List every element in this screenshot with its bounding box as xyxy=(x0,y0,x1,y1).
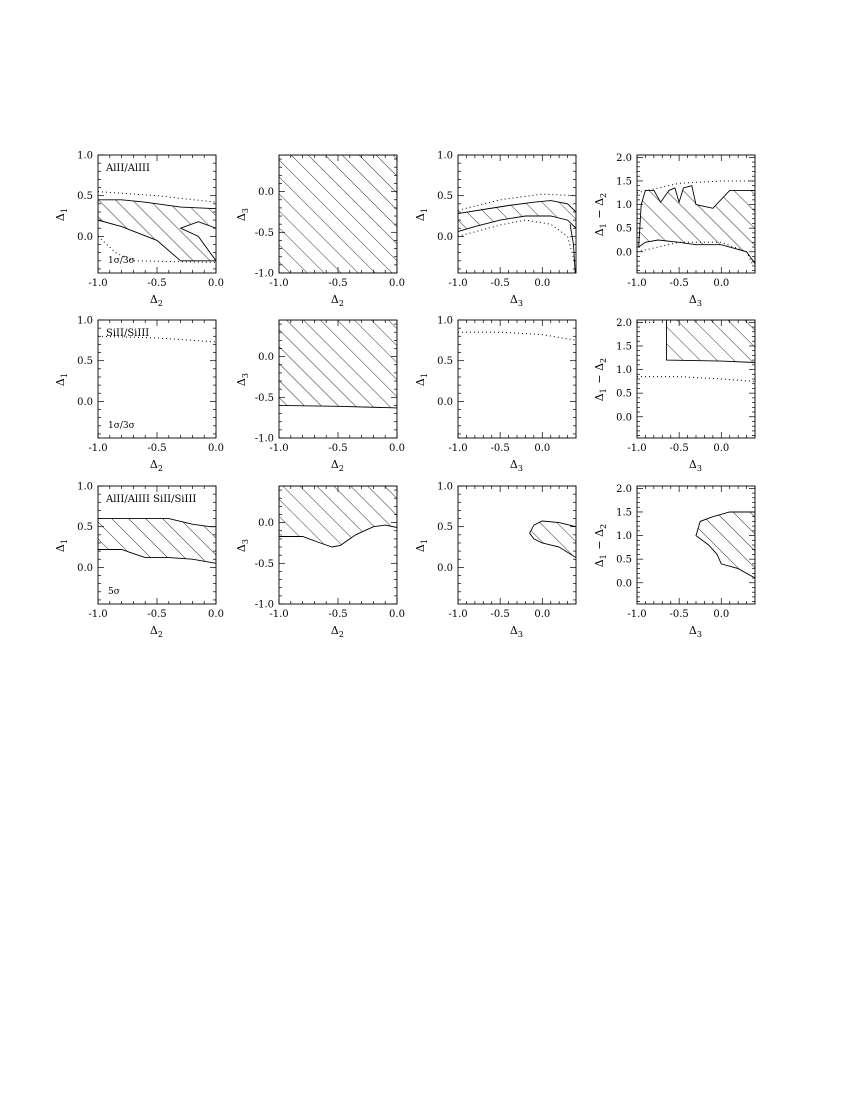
y-axis-label: $\Delta_1$ xyxy=(414,373,429,387)
x-axis-label: $\Delta_3$ xyxy=(688,624,702,639)
x-tick-label: -1.0 xyxy=(269,609,289,620)
y-tick-label: -1.0 xyxy=(254,268,274,280)
y-axis-label: $\Delta_1$ xyxy=(414,208,429,222)
hatched-region-1σ xyxy=(98,200,216,261)
y-axis-label: $\Delta_1$ − $\Delta_2$ xyxy=(593,192,608,237)
panel-annotation: SiII/SiIII xyxy=(106,328,150,339)
panel-2-3 xyxy=(414,316,576,474)
panel-1-4 xyxy=(593,153,755,308)
y-tick-label: 0.5 xyxy=(437,522,453,534)
panel-annotation: 1σ/3σ xyxy=(108,421,135,431)
panel-3-3 xyxy=(414,482,576,640)
y-tick-label: 0.5 xyxy=(616,554,632,566)
panel-annotation: 1σ/3σ xyxy=(108,256,135,266)
y-tick-label: 2.0 xyxy=(616,483,632,495)
plot-area xyxy=(279,486,397,547)
x-tick-label: -1.0 xyxy=(448,443,468,454)
y-tick-label: 1.0 xyxy=(437,315,453,327)
x-axis-label: $\Delta_2$ xyxy=(330,293,344,308)
x-tick-label: 0.0 xyxy=(713,609,730,620)
x-tick-label: -0.5 xyxy=(147,278,167,289)
x-axis-label: $\Delta_3$ xyxy=(509,293,523,308)
y-axis-label: $\Delta_1$ xyxy=(54,208,69,222)
y-tick-label: 1.0 xyxy=(616,365,632,377)
x-axis-label: $\Delta_2$ xyxy=(330,624,344,639)
x-tick-label: -1.0 xyxy=(627,609,647,620)
x-tick-label: 0.0 xyxy=(389,609,405,620)
y-tick-label: -0.5 xyxy=(254,392,274,404)
y-tick-label: 1.5 xyxy=(616,507,632,519)
x-tick-label: 0.0 xyxy=(713,443,730,454)
y-tick-label: 1.0 xyxy=(77,481,93,493)
plot-area xyxy=(279,155,397,273)
x-tick-label: -0.5 xyxy=(328,278,348,289)
panel-3-2 xyxy=(235,486,405,639)
x-tick-label: -1.0 xyxy=(627,443,647,454)
y-tick-label: -0.5 xyxy=(254,227,274,239)
x-tick-label: -0.5 xyxy=(328,609,348,620)
plot-area xyxy=(696,512,755,578)
x-tick-label: -1.0 xyxy=(88,278,108,289)
plot-area xyxy=(458,194,576,273)
hatched-region-1σ xyxy=(279,155,397,273)
x-tick-label: -1.0 xyxy=(88,609,108,620)
y-tick-label: 0.0 xyxy=(437,396,453,408)
y-tick-label: 1.5 xyxy=(616,176,632,188)
x-tick-label: -0.5 xyxy=(490,443,510,454)
y-tick-label: 1.0 xyxy=(437,150,453,162)
contour-3σ xyxy=(458,332,576,340)
y-tick-label: 1.0 xyxy=(437,481,453,493)
y-tick-label: -1.0 xyxy=(254,599,274,611)
hatched-region-1σ xyxy=(639,186,755,264)
x-axis-label: $\Delta_3$ xyxy=(509,458,523,473)
x-tick-label: -1.0 xyxy=(269,278,289,289)
plot-area xyxy=(98,192,216,263)
x-tick-label: -0.5 xyxy=(669,609,689,620)
panel-2-1 xyxy=(54,316,224,474)
plot-area xyxy=(279,320,397,408)
panel-1-1 xyxy=(54,151,224,309)
hatched-region-5σ xyxy=(696,512,755,578)
y-tick-label: 0.5 xyxy=(616,223,632,235)
y-axis-label: $\Delta_1$ xyxy=(54,539,69,553)
y-tick-label: 0.5 xyxy=(616,388,632,400)
y-tick-label: 0.0 xyxy=(616,247,632,259)
contour-3σ xyxy=(637,377,755,382)
x-tick-label: -1.0 xyxy=(88,443,108,454)
hatched-region-1σ xyxy=(667,320,756,363)
y-tick-label: 1.0 xyxy=(77,150,93,162)
plot-area xyxy=(637,320,755,381)
x-tick-label: -1.0 xyxy=(448,278,468,289)
y-axis-label: $\Delta_3$ xyxy=(235,373,250,387)
y-tick-label: 0.5 xyxy=(77,191,93,203)
x-tick-label: -0.5 xyxy=(669,278,689,289)
y-axis-label: $\Delta_3$ xyxy=(235,208,250,222)
plot-area xyxy=(530,521,576,558)
x-axis-label: $\Delta_2$ xyxy=(149,624,163,639)
x-tick-label: 0.0 xyxy=(713,278,730,289)
x-tick-label: 0.0 xyxy=(208,443,224,454)
hatched-region-5σ xyxy=(530,521,576,558)
y-tick-label: 1.0 xyxy=(77,315,93,327)
x-tick-label: -0.5 xyxy=(490,609,510,620)
x-axis-label: $\Delta_3$ xyxy=(509,624,523,639)
x-tick-label: -0.5 xyxy=(147,443,167,454)
y-tick-label: 0.0 xyxy=(437,562,453,574)
hatched-region-1σ xyxy=(279,320,397,408)
y-tick-label: 0.5 xyxy=(77,522,93,534)
y-tick-label: 1.0 xyxy=(616,531,632,543)
x-tick-label: -0.5 xyxy=(328,443,348,454)
y-tick-label: -0.5 xyxy=(254,558,274,570)
y-tick-label: 0.0 xyxy=(77,231,93,243)
panel-annotation: AlII/AlIII SiII/SiIII xyxy=(106,494,197,505)
plot-area xyxy=(637,181,755,266)
y-axis-label: $\Delta_1$ xyxy=(414,539,429,553)
x-tick-label: -0.5 xyxy=(669,443,689,454)
x-tick-label: 0.0 xyxy=(389,443,405,454)
y-tick-label: 0.5 xyxy=(437,356,453,368)
x-tick-label: -1.0 xyxy=(627,278,647,289)
panel-annotation: AlII/AlIII xyxy=(106,163,150,174)
x-axis-label: $\Delta_3$ xyxy=(688,458,702,473)
y-tick-label: 1.5 xyxy=(616,341,632,353)
hatched-region-1σ xyxy=(458,201,576,232)
x-axis-label: $\Delta_3$ xyxy=(688,293,702,308)
x-tick-label: -1.0 xyxy=(269,443,289,454)
panel-1-2 xyxy=(235,155,405,308)
y-axis-label: $\Delta_3$ xyxy=(235,539,250,553)
y-tick-label: 0.5 xyxy=(77,356,93,368)
panel-3-1 xyxy=(54,482,224,640)
y-tick-label: 0.0 xyxy=(77,396,93,408)
y-tick-label: 0.0 xyxy=(258,187,274,199)
x-tick-label: -0.5 xyxy=(147,609,167,620)
y-tick-label: 0.0 xyxy=(258,518,274,530)
y-tick-label: -1.0 xyxy=(254,433,274,445)
y-tick-label: 0.0 xyxy=(616,578,632,590)
y-tick-label: 0.5 xyxy=(437,191,453,203)
y-tick-label: 2.0 xyxy=(616,317,632,329)
x-tick-label: -0.5 xyxy=(490,278,510,289)
x-tick-label: 0.0 xyxy=(534,278,551,289)
plot-area xyxy=(458,332,576,340)
panel-1-3 xyxy=(414,151,576,309)
hatched-region-5σ xyxy=(279,486,397,547)
x-tick-label: 0.0 xyxy=(534,443,551,454)
y-axis-label: $\Delta_1$ − $\Delta_2$ xyxy=(593,357,608,402)
x-tick-label: 0.0 xyxy=(208,609,224,620)
y-axis-label: $\Delta_1$ − $\Delta_2$ xyxy=(593,523,608,568)
x-axis-label: $\Delta_2$ xyxy=(149,458,163,473)
panel-2-4 xyxy=(593,318,755,473)
plot-area xyxy=(98,519,216,564)
y-tick-label: 2.0 xyxy=(616,152,632,164)
x-tick-label: 0.0 xyxy=(208,278,224,289)
y-tick-label: 1.0 xyxy=(616,200,632,212)
y-tick-label: 0.0 xyxy=(258,352,274,364)
panel-3-4 xyxy=(593,484,755,639)
y-tick-label: 0.0 xyxy=(616,412,632,424)
x-tick-label: 0.0 xyxy=(534,609,551,620)
hatched-region-5σ xyxy=(98,519,216,564)
panel-2-2 xyxy=(235,320,405,473)
y-tick-label: 0.0 xyxy=(437,231,453,243)
x-axis-label: $\Delta_2$ xyxy=(149,293,163,308)
x-axis-label: $\Delta_2$ xyxy=(330,458,344,473)
y-tick-label: 0.0 xyxy=(77,562,93,574)
x-tick-label: -1.0 xyxy=(448,609,468,620)
y-axis-label: $\Delta_1$ xyxy=(54,373,69,387)
x-tick-label: 0.0 xyxy=(389,278,405,289)
panel-annotation: 5σ xyxy=(108,587,120,597)
